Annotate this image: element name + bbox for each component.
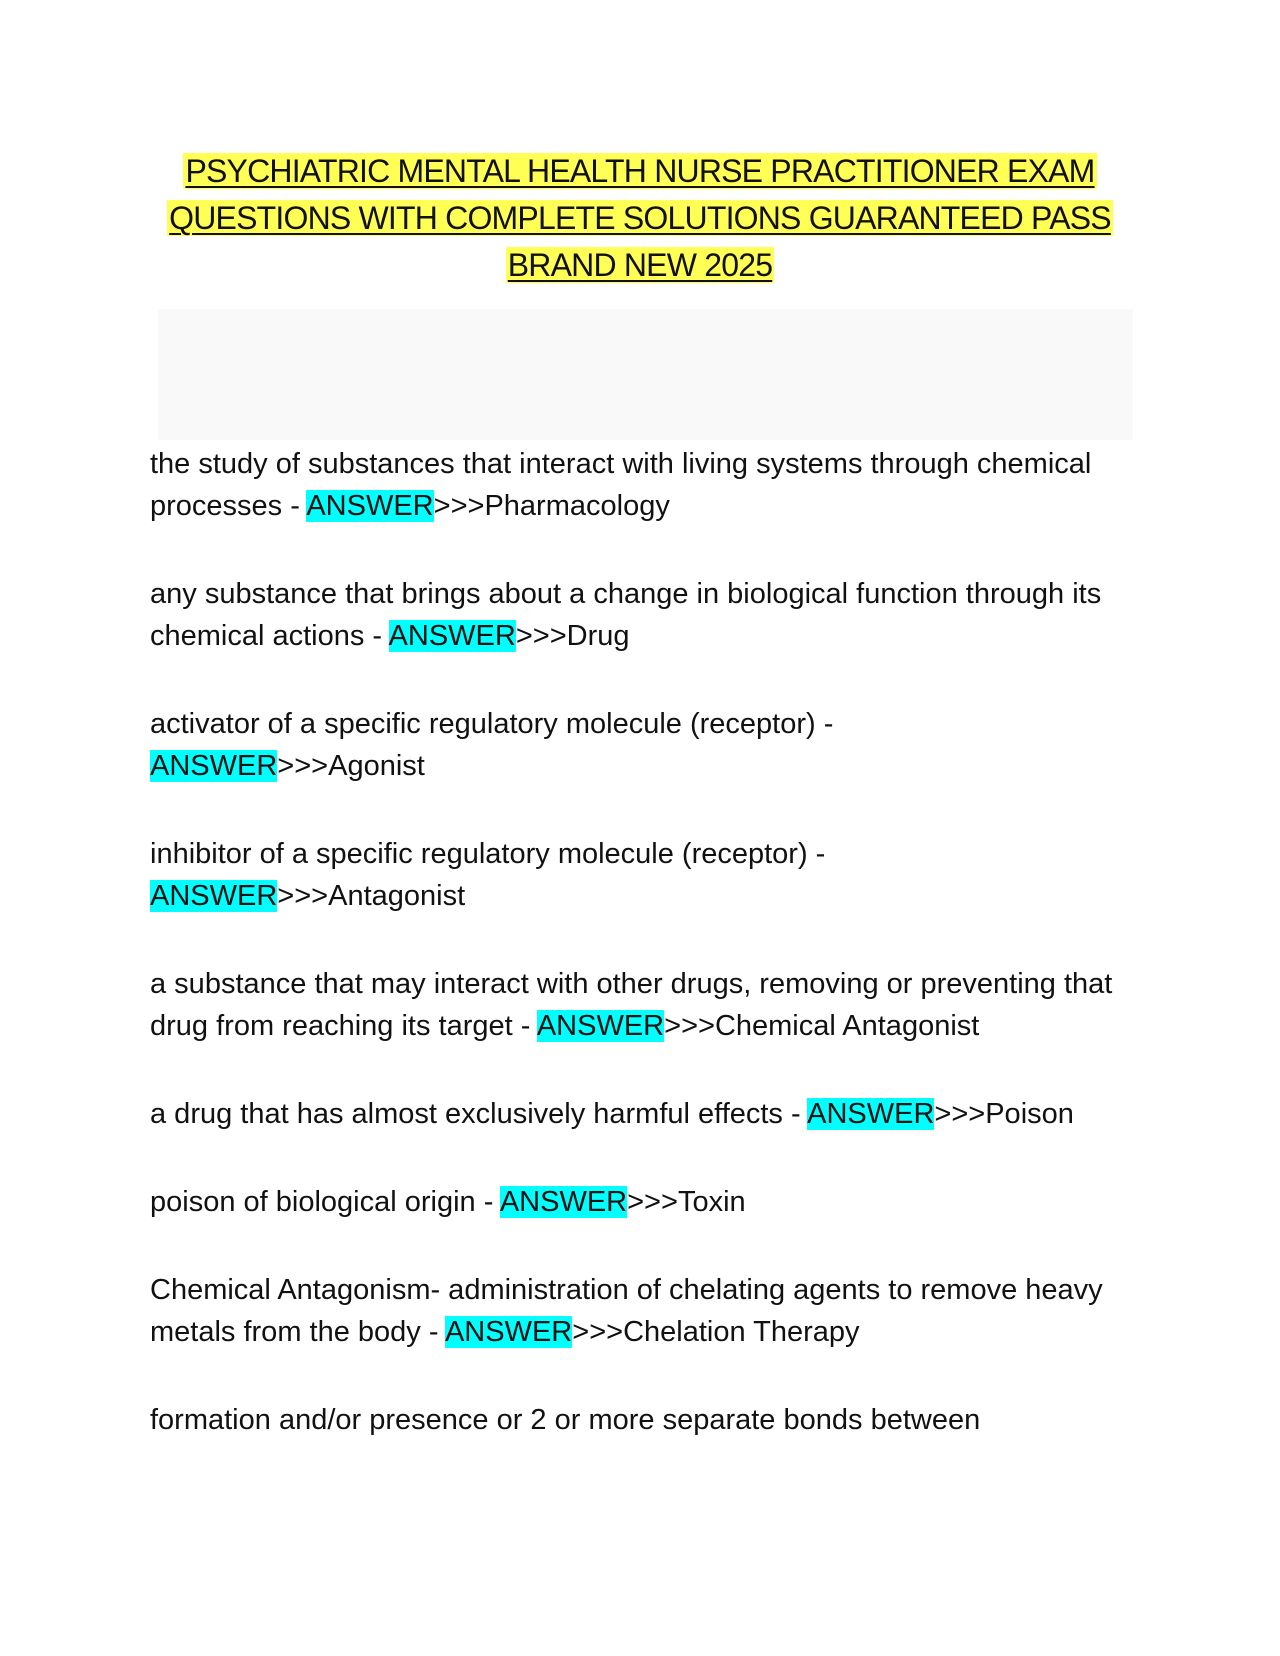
answer-arrow: >>> bbox=[664, 1010, 715, 1042]
answer-arrow: >>> bbox=[277, 750, 329, 782]
answer-label: ANSWER bbox=[306, 490, 434, 522]
qa-item bbox=[150, 1093, 1140, 1135]
answer-text: Chelation Therapy bbox=[623, 1316, 860, 1348]
answer-label: ANSWER bbox=[388, 620, 516, 652]
answer-text: Drug bbox=[566, 620, 630, 652]
title-line-2: QUESTIONS WITH COMPLETE SOLUTIONS GUARANTEED PASS bbox=[169, 200, 1111, 236]
qa-item bbox=[150, 443, 1140, 527]
answer-label: ANSWER bbox=[499, 1186, 628, 1218]
answer-arrow: >>> bbox=[627, 1186, 678, 1218]
question-text: the study of substances that interact with living systems through chemical processes - bbox=[150, 448, 1092, 522]
question-text: any substance that brings about a change in biological function through its chemical actions - bbox=[150, 578, 1102, 652]
qa-item bbox=[150, 1181, 1140, 1223]
answer-arrow: >>> bbox=[515, 620, 567, 652]
image-placeholder bbox=[158, 309, 1133, 440]
trailing-paragraph bbox=[150, 1399, 1140, 1441]
answer-text: Chemical Antagonist bbox=[714, 1010, 980, 1042]
answer-text: Antagonist bbox=[328, 880, 466, 912]
answer-label: ANSWER bbox=[536, 1010, 665, 1042]
answer-label: ANSWER bbox=[150, 750, 278, 782]
document-title bbox=[150, 148, 1130, 289]
qa-item bbox=[150, 833, 1140, 917]
answer-text: Poison bbox=[985, 1098, 1074, 1130]
title-line-3: BRAND NEW 2025 bbox=[507, 247, 773, 283]
answer-label: ANSWER bbox=[444, 1316, 573, 1348]
qa-list bbox=[150, 443, 1140, 1487]
qa-item bbox=[150, 703, 1140, 787]
question-text: poison of biological origin - bbox=[150, 1186, 500, 1218]
qa-item bbox=[150, 1269, 1140, 1353]
answer-text: Toxin bbox=[677, 1186, 746, 1218]
answer-label: ANSWER bbox=[807, 1098, 935, 1130]
trailing-text: formation and/or presence or 2 or more separate bonds between bbox=[150, 1404, 981, 1436]
answer-text: Agonist bbox=[328, 750, 425, 782]
question-text: activator of a specific regulatory molecule (receptor) - bbox=[150, 708, 834, 740]
qa-item bbox=[150, 573, 1140, 657]
answer-arrow: >>> bbox=[572, 1316, 624, 1348]
qa-item bbox=[150, 963, 1140, 1047]
question-text: a substance that may interact with other drugs, removing or preventing that drug from reaching its target - bbox=[150, 968, 1113, 1042]
question-text: a drug that has almost exclusively harmful effects - bbox=[150, 1098, 808, 1130]
question-text: Chemical Antagonism- administration of chelating agents to remove heavy metals from the body - bbox=[150, 1274, 1103, 1348]
answer-arrow: >>> bbox=[277, 880, 329, 912]
title-line-1: PSYCHIATRIC MENTAL HEALTH NURSE PRACTITIONER EXAM bbox=[185, 153, 1095, 189]
question-text: inhibitor of a specific regulatory molecule (receptor) - bbox=[150, 838, 826, 870]
answer-arrow: >>> bbox=[433, 490, 485, 522]
answer-label: ANSWER bbox=[150, 880, 278, 912]
answer-text: Pharmacology bbox=[484, 490, 670, 522]
answer-arrow: >>> bbox=[934, 1098, 986, 1130]
